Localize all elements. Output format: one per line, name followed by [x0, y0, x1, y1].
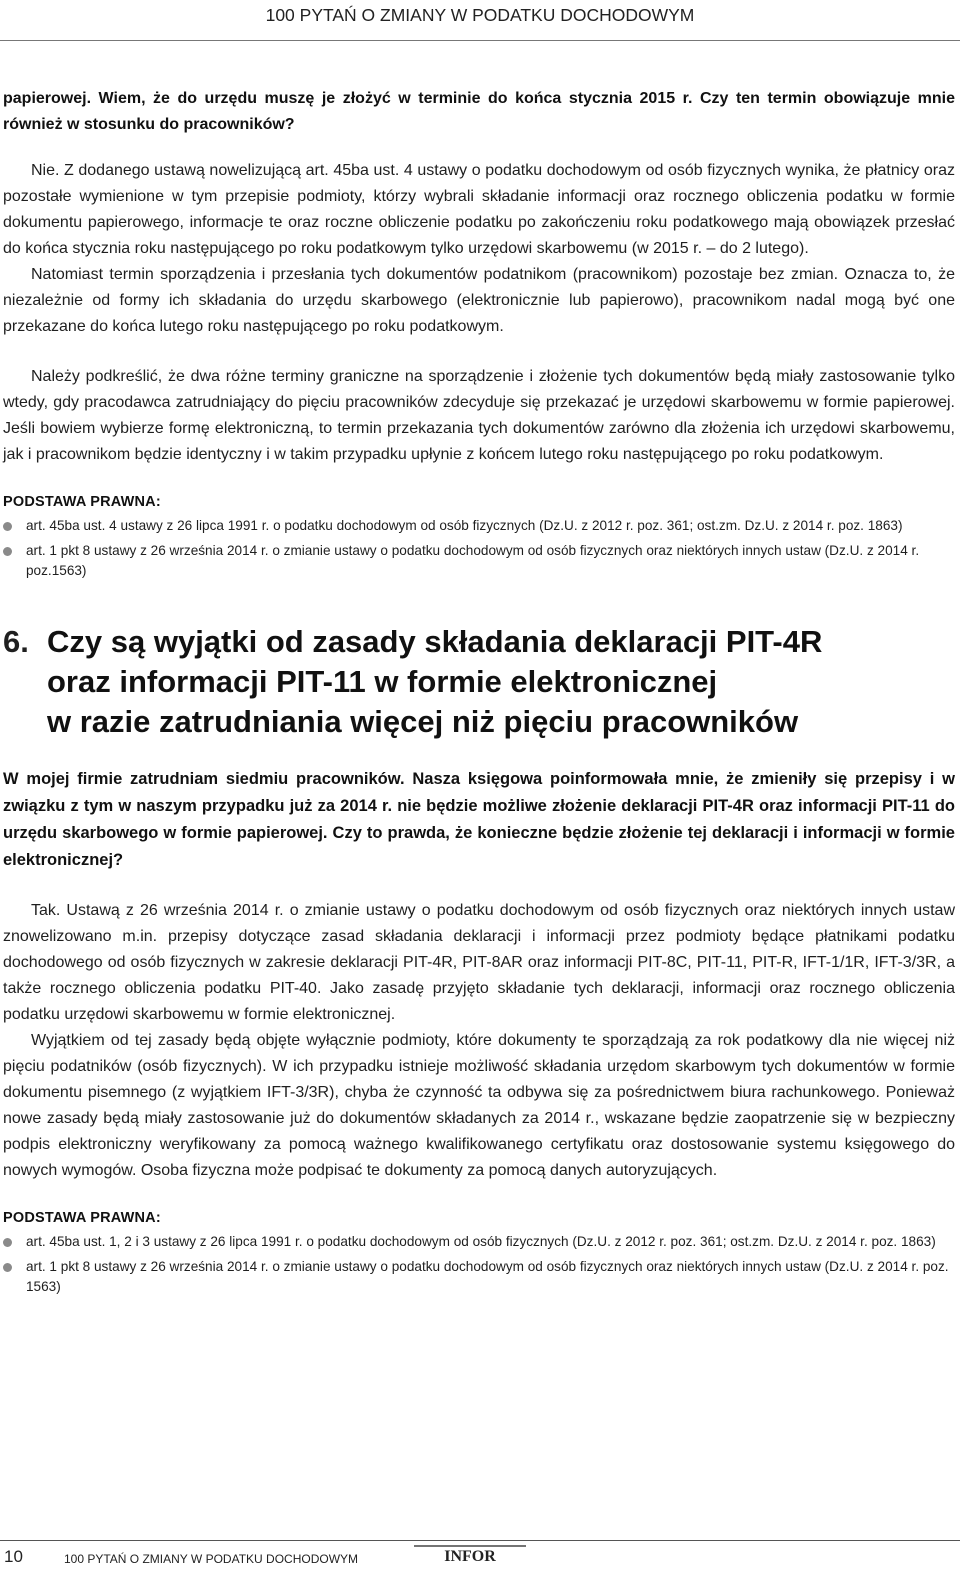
- legal-basis-text: art. 45ba ust. 4 ustawy z 26 lipca 1991 r. o podatku dochodowym od osób fizycznych (Dz.U. z 2012 r. poz. 361; ost.zm. Dz.U. z 2014 r. poz. 1863): [26, 518, 903, 533]
- legal-basis-list: [3, 516, 955, 581]
- answer-paragraph: Wyjątkiem od tej zasady będą objęte wyłącznie podmioty, które dokumenty te sporządzają za rok podatkowy dla nie więcej niż pięciu podatników (osób fizycznych). W ich przypadku istnieje możliwość składania urzędom skarbowym tych dokumentów w formie dokumentu pisemnego (z wyjątkiem IFT-3/3R), chyba że czynność ta odbywa się za pośrednictwem biura rachunkowego. Ponieważ nowe zasady będą miały zastosowanie już do dokumentów składanych za 2014 r., wskazane będzie zaopatrzenie się w bezpieczny podpis elektroniczny weryfikowany za pomocą ważnego kwalifikowanego certyfikatu oraz dostosowanie systemu księgowego do nowych wymogów. Osoba fizyczna może podpisać te dokumenty za pomocą danych autoryzujących.: [3, 1032, 955, 1179]
- legal-basis-item: [3, 1257, 955, 1297]
- legal-basis-text: art. 1 pkt 8 ustawy z 26 września 2014 r. o zmianie ustawy o podatku dochodowym od osób fizycznych oraz niektórych innych ustaw (Dz.U. z 2014 r. poz.1563): [26, 543, 920, 578]
- legal-basis-heading: PODSTAWA PRAWNA:: [3, 494, 161, 510]
- header-divider: [0, 40, 960, 41]
- footer-title: 100 PYTAŃ O ZMIANY W PODATKU DOCHODOWYM: [64, 1552, 359, 1566]
- legal-basis-heading: PODSTAWA PRAWNA:: [3, 1210, 161, 1226]
- running-header: 100 PYTAŃ O ZMIANY W PODATKU DOCHODOWYM: [265, 5, 695, 25]
- bullet-icon: [3, 547, 12, 556]
- page-number: 10: [4, 1547, 23, 1566]
- legal-basis-text: art. 1 pkt 8 ustawy z 26 września 2014 r. o zmianie ustawy o podatku dochodowym od osób fizycznych oraz niektórych innych ustaw (Dz.U. z 2014 r. poz. 1563): [26, 1259, 949, 1294]
- section-title-line: w razie zatrudniania więcej niż pięciu pracowników: [47, 704, 799, 739]
- legal-basis-list: [3, 1232, 955, 1297]
- page-content: [3, 86, 955, 1302]
- question-end: papierowej. Wiem, że do urzędu muszę je złożyć w terminie do końca stycznia 2015 r. Czy ten termin obowiązuje mnie również w stosunku do pracowników?: [3, 90, 955, 133]
- answer-paragraph: Należy podkreślić, że dwa różne terminy graniczne na sporządzenie i złożenie tych dokumentów będą miały zastosowanie tylko wtedy, gdy pracodawca zatrudniający do pięciu pracowników zdecyduje się przekazać je urzędowi skarbowemu w formie papierowej. Jeśli bowiem wybierze formę elektroniczną, to termin przekazania tych dokumentów zarówno dla złożenia ich urzędowi skarbowemu, jak i pracownikom będzie identyczny i w takim przypadku upłynie z końcem lutego roku następującego po roku podatkowym.: [3, 368, 955, 463]
- answer-paragraph: Natomiast termin sporządzenia i przesłania tych dokumentów podatnikom (pracownikom) pozostaje bez zmian. Oznacza to, że niezależnie od formy ich składania do urzędu skarbowego (elektronicznie lub papierowo), pracownikom nadal mogą być one przekazane do końca lutego roku następującego po roku podatkowym.: [3, 266, 955, 335]
- section-heading: [3, 622, 955, 742]
- section-title-line: oraz informacji PIT-11 w formie elektronicznej: [47, 664, 718, 699]
- bullet-icon: [3, 1238, 12, 1247]
- footer-divider: [0, 1540, 960, 1541]
- legal-basis-item: [3, 516, 955, 536]
- legal-basis-item: [3, 541, 955, 581]
- answer-paragraph: Tak. Ustawą z 26 września 2014 r. o zmianie ustawy o podatku dochodowym od osób fizycznych oraz niektórych innych ustaw znowelizowano m.in. przepisy dotyczące zasad składania deklaracji i informacji przez podmioty będące płatnikami podatku dochodowego od osób fizycznych w zakresie deklaracji PIT-4R, PIT-8AR oraz informacji PIT-8C, PIT-11, PIT-R, IFT-1/1R, IFT-3/3R, a także rocznego obliczenia podatku PIT-40. Jako zasadę przyjęto składanie tych deklaracji, informacji oraz rocznego obliczenia podatku urzędowi skarbowemu w formie elektronicznej.: [3, 902, 955, 1023]
- infor-logo: [410, 1542, 530, 1564]
- bullet-icon: [3, 522, 12, 531]
- answer-paragraph: Nie. Z dodanego ustawą nowelizującą art. 45ba ust. 4 ustawy o podatku dochodowym od osób fizycznych wynika, że płatnicy oraz pozostałe wymienione w tym przepisie podmioty, którzy wybrali składanie informacji oraz rocznego obliczenia podatku w formie dokumentu papierowego, informacje te oraz roczne obliczenie podatku po zakończeniu roku podatkowego mają obowiązek przesłać do końca stycznia roku następującego po roku podatkowym tylko urzędowi skarbowemu (w 2015 r. – do 2 lutego).: [3, 162, 955, 257]
- bullet-icon: [3, 1263, 12, 1272]
- section-title-line: Czy są wyjątki od zasady składania deklaracji PIT-4R: [47, 624, 823, 659]
- logo-text: INFOR: [444, 1548, 496, 1564]
- reader-question: W mojej firmie zatrudniam siedmiu pracowników. Nasza księgowa poinformowała mnie, że zmieniły się przepisy i w związku z tym w naszym przypadku już za 2014 r. nie będzie możliwe złożenie deklaracji PIT-4R oraz informacji PIT-11 do urzędu skarbowego w formie papierowej. Czy to prawda, że konieczne będzie złożenie tej deklaracji i informacji w formie elektronicznej?: [3, 770, 955, 869]
- legal-basis-text: art. 45ba ust. 1, 2 i 3 ustawy z 26 lipca 1991 r. o podatku dochodowym od osób fizycznych (Dz.U. z 2012 r. poz. 361; ost.zm. Dz.U. z 2014 r. poz. 1863): [26, 1234, 936, 1249]
- section-number: 6.: [3, 624, 29, 659]
- legal-basis-item: [3, 1232, 955, 1252]
